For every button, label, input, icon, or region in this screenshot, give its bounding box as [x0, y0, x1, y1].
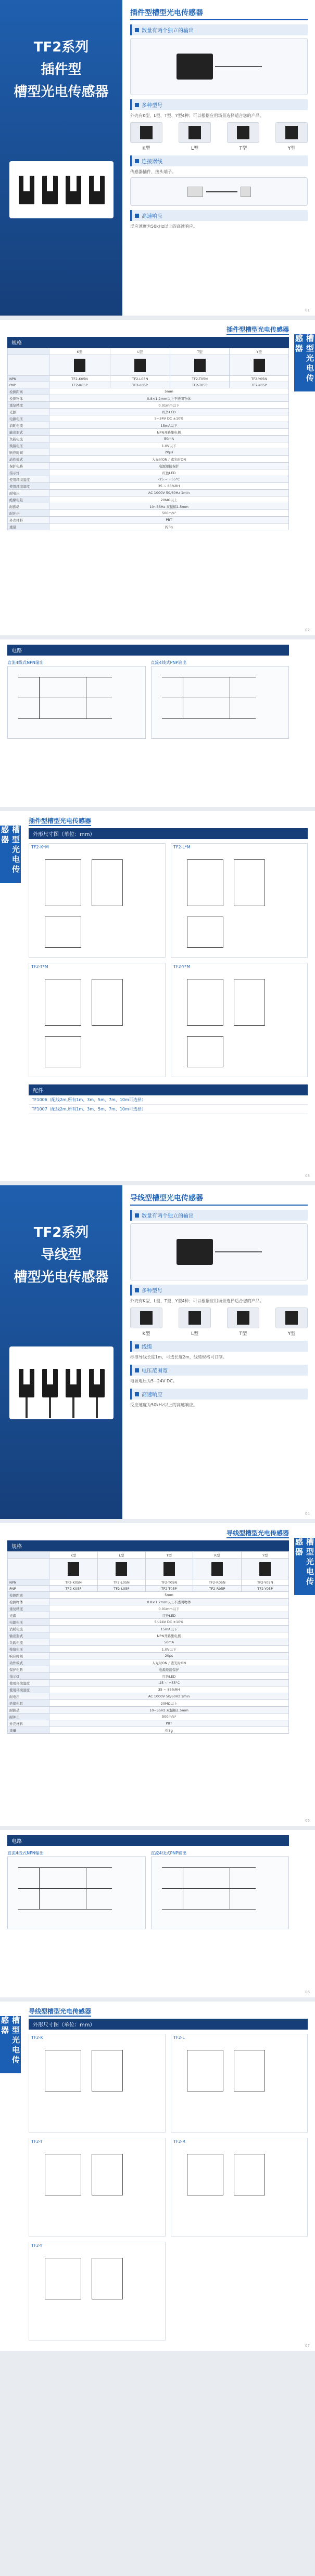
side-tab: 槽型光电传感器	[294, 334, 315, 391]
cover-product: 槽型光电传感器	[14, 84, 109, 100]
acc-bar: 配件	[29, 1084, 308, 1095]
spec-row: 使用环境温度 -25 ~ +55°C	[8, 476, 289, 483]
cover-panel	[0, 1185, 122, 1519]
connector-image	[130, 177, 308, 206]
page-header: 插件型槽型光电传感器	[29, 816, 91, 826]
page-cover-wire	[0, 1185, 315, 1523]
sensor-photo	[9, 1346, 114, 1419]
spec-row: 响应时间 20μs	[8, 449, 289, 456]
circuit-npn-title: 直流4线式NPN输出	[7, 660, 44, 665]
model-t: T型	[227, 122, 259, 151]
model-t: T型	[227, 1307, 259, 1337]
spec-row: 耐振动 10~55Hz 双振幅1.5mm	[8, 1707, 289, 1714]
cover-panel	[0, 0, 122, 316]
feature-connector: 连接器线	[130, 155, 308, 166]
circuit-npn	[7, 666, 146, 739]
dim-k: TF2-K*M	[29, 843, 166, 958]
spec-row: 检测距离 5mm	[8, 388, 289, 395]
dim-k: TF2-K	[29, 2034, 166, 2133]
section-title: 插件型槽型光电传感器	[130, 7, 308, 20]
cover-type: 导线型	[41, 1247, 82, 1263]
dim-t: TF2-T	[29, 2138, 166, 2237]
feature-speed: 高速响应	[130, 1389, 308, 1400]
connector-text: 传感器插件、接头端子。	[130, 169, 176, 174]
spec-table: K型 L型 T型 R型 Y型 NPN TF2-K05N TF2-L05N TF2-T05N TF2-R05N TF2-Y05N PNP TF2-K05P TF2-L05P TF2-T05P TF2-R05P TF2-Y05P 检测距离 5mm 检测物体 0.8×1.2mm以上不透明物体 重复精度 0.01mm以下 光源 红外LED 电源电压 5~24V DC ±10% 消耗电流 15mA以下 输出形式 NPN开路集电极 负载电流 50mA 残留电压 1.0V以下 响应时间 20μs 动作模式 入光时ON / 遮光时ON 保护电路 电源逆接保护 指示灯 红色LED 使用环境温度 -25 ~ +55°C 使用环境湿度 35 ~ 85%RH 耐电压 AC 1000V 50/60Hz 1min 绝缘电阻 20MΩ以上 耐振动 10~55Hz 双振幅1.5mm 耐冲击 500m/s² 外壳材料 PBT 重量 约3g	[7, 1551, 289, 1734]
dim-t: TF2-T*M	[29, 963, 166, 1077]
spec-row: 响应时间 20μs	[8, 1653, 289, 1659]
spec-row: 保护电路 电源逆接保护	[8, 1666, 289, 1673]
circuit-bar: 电路	[7, 645, 289, 656]
spec-row: 电源电压 5~24V DC ±10%	[8, 1619, 289, 1626]
spec-row: 输出形式 NPN开路集电极	[8, 429, 289, 436]
spec-row: 重复精度 0.01mm以下	[8, 402, 289, 409]
spec-row: 电源电压 5~24V DC ±10%	[8, 415, 289, 422]
feature-cable: 线缆	[130, 1341, 308, 1352]
spec-row: 动作模式 入光时ON / 遮光时ON	[8, 456, 289, 463]
acc-item-2: TF1007（配线2m,所有1m、3m、5m、7m、10m可选择）	[29, 1105, 308, 1114]
model-k: K型	[130, 122, 162, 151]
spec-row: 指示灯 红色LED	[8, 1673, 289, 1680]
page-number: 06	[305, 1990, 310, 1994]
dim-bar: 外形尺寸图（单位：mm）	[29, 828, 308, 839]
cover-series: TF2系列	[33, 40, 89, 55]
sensor-photo	[9, 161, 114, 218]
page-wire-spec	[0, 1523, 315, 1830]
models-text: 外壳有K型、L型、T型、Y型4种；可以根据应用场景选择适合您的产品。	[130, 1299, 264, 1303]
model-l: L型	[179, 1307, 211, 1337]
spec-row: 绝缘电阻 20MΩ以上	[8, 1700, 289, 1707]
spec-row: 光源 红外LED	[8, 409, 289, 415]
spec-bar: 规格	[7, 1540, 289, 1551]
spec-row: 耐电压 AC 1000V 50/60Hz 1min	[8, 1693, 289, 1700]
spec-row: 负载电流 50mA	[8, 436, 289, 442]
wiring-image	[130, 38, 308, 95]
spec-row: 外壳材料 PBT	[8, 1720, 289, 1727]
feature-speed: 高速响应	[130, 210, 308, 221]
page-number: 03	[305, 1174, 310, 1178]
page-number: 01	[305, 308, 310, 312]
spec-row: 使用环境湿度 35 ~ 85%RH	[8, 1686, 289, 1693]
circuit-pnp	[151, 666, 289, 739]
page-number: 02	[305, 628, 310, 632]
spec-row: 检测物体 0.8×1.2mm以上不透明物体	[8, 395, 289, 402]
spec-row: 消耗电流 15mA以下	[8, 1626, 289, 1632]
page-plugin-spec	[0, 320, 315, 639]
page-header: 导线型槽型光电传感器	[226, 1528, 289, 1538]
spec-row: 检测物体 0.8×1.2mm以上不透明物体	[8, 1599, 289, 1605]
spec-row: 输出形式 NPN开路集电极	[8, 1632, 289, 1639]
spec-row: 耐振动 10~55Hz 双振幅1.5mm	[8, 503, 289, 510]
speed-text: 反应速度为50kHz以上的高速响应。	[130, 1403, 198, 1407]
spec-row: 指示灯 红色LED	[8, 469, 289, 476]
feature-models: 多种型号	[130, 1285, 308, 1296]
spec-row: 耐冲击 500m/s²	[8, 510, 289, 517]
model-y: Y型	[275, 1307, 308, 1337]
model-l: L型	[179, 122, 211, 151]
voltage-text: 电源电压为5~24V DC。	[130, 1379, 177, 1383]
circuit-pnp	[151, 1856, 289, 1929]
page-number: 07	[305, 2344, 310, 2348]
circuit-npn-title: 直流4线式NPN输出	[7, 1851, 44, 1855]
spec-row: 检测距离 5mm	[8, 1592, 289, 1599]
side-tab: 槽型光电传感器	[294, 1538, 315, 1595]
spec-row: 保护电路 电源逆接保护	[8, 463, 289, 469]
spec-table: K型 L型 T型 Y型 NPN TF2-K05N TF2-L05N TF2-T05N TF2-Y05N PNP TF2-K05P TF2-L05P TF2-T05P TF2-Y05P 检测距离 5mm 检测物体 0.8×1.2mm以上不透明物体 重复精度 0.01mm以下 光源 红外LED 电源电压 5~24V DC ±10% 消耗电流 15mA以下 输出形式 NPN开路集电极 负载电流 50mA 残留电压 1.0V以下 响应时间 20μs 动作模式 入光时ON / 遮光时ON 保护电路 电源逆接保护 指示灯 红色LED 使用环境温度 -25 ~ +55°C 使用环境湿度 35 ~ 85%RH 耐电压 AC 1000V 50/60Hz 1min 绝缘电阻 20MΩ以上 耐振动 10~55Hz 双振幅1.5mm 耐冲击 500m/s² 外壳材料 PBT 重量 约3g	[7, 348, 289, 530]
circuit-pnp-title: 直流4线式PNP输出	[150, 1851, 187, 1855]
page-number: 05	[305, 1819, 310, 1823]
spec-row: 重量 约3g	[8, 524, 289, 530]
wiring-image	[130, 1223, 308, 1280]
feature-models: 多种型号	[130, 99, 308, 110]
spec-row: 残留电压 1.0V以下	[8, 1646, 289, 1653]
page-wire-circuit	[0, 1830, 315, 2002]
spec-row: 重量 约3g	[8, 1727, 289, 1734]
spec-row: 消耗电流 15mA以下	[8, 422, 289, 429]
spec-row: 绝缘电阻 20MΩ以上	[8, 496, 289, 503]
page-wire-dimensions	[0, 2002, 315, 2355]
spec-row: 重复精度 0.01mm以下	[8, 1605, 289, 1612]
dim-y: TF2-Y*M	[171, 963, 308, 1077]
page-number: 04	[305, 1512, 310, 1516]
page-cover-plugin	[0, 0, 315, 320]
feature-outputs: 数量有两个独立的输出	[130, 24, 308, 35]
dim-y: TF2-Y	[29, 2242, 166, 2340]
speed-text: 反应速度为50kHz以上的高速响应。	[130, 224, 198, 229]
circuit-npn	[7, 1856, 146, 1929]
dim-l: TF2-L*M	[171, 843, 308, 958]
spec-row: 使用环境温度 -25 ~ +55°C	[8, 1680, 289, 1686]
page-header: 插件型槽型光电传感器	[226, 325, 289, 335]
cover-series: TF2系列	[33, 1225, 89, 1240]
feature-outputs: 数量有两个独立的输出	[130, 1210, 308, 1221]
side-tab: 槽型光电传感器	[0, 826, 21, 883]
feature-voltage: 电压范围宽	[130, 1365, 308, 1376]
cable-text: 标准导线长度1m，可选长度2m，线缆规格可订制。	[130, 1355, 227, 1359]
page-header: 导线型槽型光电传感器	[29, 2007, 91, 2017]
spec-row: 动作模式 入光时ON / 遮光时ON	[8, 1659, 289, 1666]
spec-row: 使用环境湿度 35 ~ 85%RH	[8, 483, 289, 490]
acc-item-1: TF1006（配线2m,所有1m、3m、5m、7m、10m可选择）	[29, 1095, 308, 1105]
cover-product: 槽型光电传感器	[14, 1270, 109, 1285]
spec-row: 残留电压 1.0V以下	[8, 442, 289, 449]
page-plugin-circuit	[0, 639, 315, 811]
side-tab: 槽型光电传感器	[0, 2016, 21, 2073]
circuit-pnp-title: 直流4线式PNP输出	[150, 660, 187, 665]
dim-bar: 外形尺寸图（单位：mm）	[29, 2019, 308, 2030]
circuit-bar: 电路	[7, 1835, 289, 1846]
dim-r: TF2-R	[171, 2138, 308, 2237]
page-plugin-dimensions	[0, 811, 315, 1185]
spec-bar: 规格	[7, 337, 289, 348]
model-k: K型	[130, 1307, 162, 1337]
dim-l: TF2-L	[171, 2034, 308, 2133]
spec-row: 耐电压 AC 1000V 50/60Hz 1min	[8, 490, 289, 496]
spec-row: 光源 红外LED	[8, 1612, 289, 1619]
cover-type: 插件型	[41, 62, 82, 77]
spec-row: 外壳材料 PBT	[8, 517, 289, 524]
spec-row: 耐冲击 500m/s²	[8, 1714, 289, 1720]
models-text: 外壳有K型、L型、T型、Y型4种；可以根据应用场景选择适合您的产品。	[130, 113, 264, 118]
section-title: 导线型槽型光电传感器	[130, 1193, 308, 1206]
model-y: Y型	[275, 122, 308, 151]
spec-row: 负载电流 50mA	[8, 1639, 289, 1646]
